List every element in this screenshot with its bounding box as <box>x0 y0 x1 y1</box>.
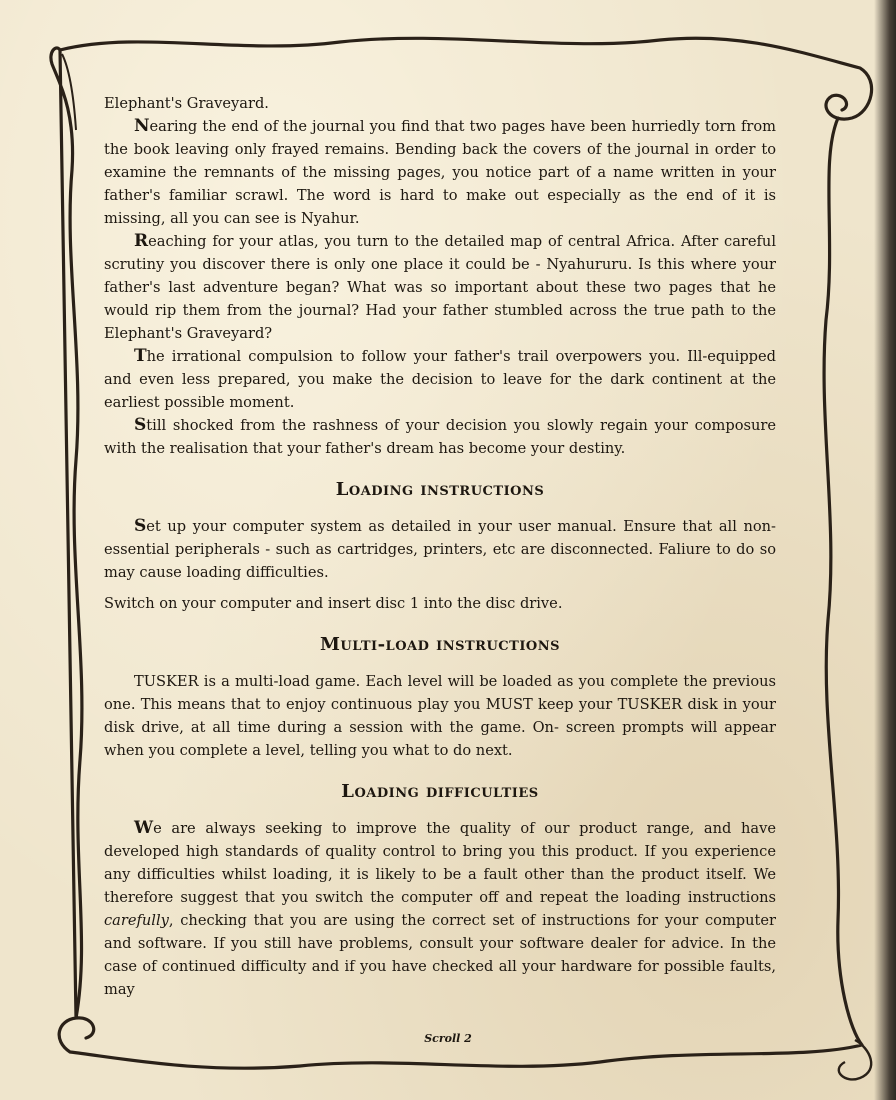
intro-paragraph <box>104 414 776 460</box>
loading-paragraph: Switch on your computer and insert disc 1 into the disc drive. <box>104 595 563 612</box>
paragraph-text: , checking that you are using the correct set of instructions for your computer and software. If you still have problems, consult your software dealer for advice. In the case of continued difficulty and if you have checked all your hardware for possible faults, may <box>104 912 776 998</box>
drop-cap: S <box>134 415 147 435</box>
document-body <box>104 92 776 1001</box>
drop-cap: W <box>134 818 154 838</box>
paragraph-text: earing the end of the journal you find that two pages have been hurriedly torn from the book leaving only frayed remains. Bending back the covers of the journal in order to examine the remnants of the missing pages, you notice part of a name written in your father's familiar scrawl. The word is hard to make out especially as the end of it is missing, all you can see is Nyahur. <box>104 118 776 227</box>
game-title: TUSKER <box>134 673 199 690</box>
paragraph-text: eaching for your atlas, you turn to the detailed map of central Africa. After careful scrutiny you discover there is only one place it could be - Nyahururu. Is this where your father's last adventure began? What was so important about these two pages that he would rip them from the journal? Had your father stumbled across the true path to the Elephant's Graveyard? <box>104 233 776 342</box>
intro-paragraph <box>104 230 776 345</box>
page-footer-label: Scroll 2 <box>424 1032 472 1045</box>
drop-cap: N <box>134 116 150 136</box>
drop-cap: T <box>134 346 147 366</box>
loading-difficulties-heading: Loading difficulties <box>341 781 539 802</box>
drop-cap: R <box>134 231 149 251</box>
loading-paragraph <box>104 515 776 584</box>
multi-load-paragraph <box>104 670 776 762</box>
paragraph-text: till shocked from the rashness of your decision you slowly regain your composure with the realisation that your father's dream has become your destiny. <box>104 417 776 457</box>
multi-load-heading: Multi-load instructions <box>319 634 561 655</box>
intro-paragraph <box>104 345 776 414</box>
paragraph-text: e are always seeking to improve the quality of our product range, and have developed high standards of quality control to bring you this product. If you experience any difficulties whilst loading, it is likely to be a fault other than the product itself. We therefore suggest that you switch the computer off and repeat the loading instructions <box>104 820 776 906</box>
paragraph-text: is a multi-load game. Each level will be loaded as you complete the previous one. This means that to enjoy continuous play you MUST keep your TUSKER disk in your disk drive, at all time during a session with the game. On- screen prompts will appear when you complete a level, telling you what to do next. <box>104 673 776 759</box>
intro-line: Elephant's Graveyard. <box>104 95 269 112</box>
emphasis-text: carefully <box>104 912 169 929</box>
difficulties-paragraph <box>104 817 776 1001</box>
loading-instructions-heading: Loading instructions <box>335 479 545 500</box>
paragraph-text: he irrational compulsion to follow your father's trail overpowers you. Ill-equipped and even less prepared, you make the decision to leave for the dark continent at the earliest possible moment. <box>104 348 776 411</box>
drop-cap: S <box>134 516 147 536</box>
paragraph-text: et up your computer system as detailed in your user manual. Ensure that all non-essential peripherals - such as cartridges, printers, etc are disconnected. Faliure to do so may cause loading difficulties. <box>104 518 776 581</box>
intro-paragraph <box>104 115 776 230</box>
